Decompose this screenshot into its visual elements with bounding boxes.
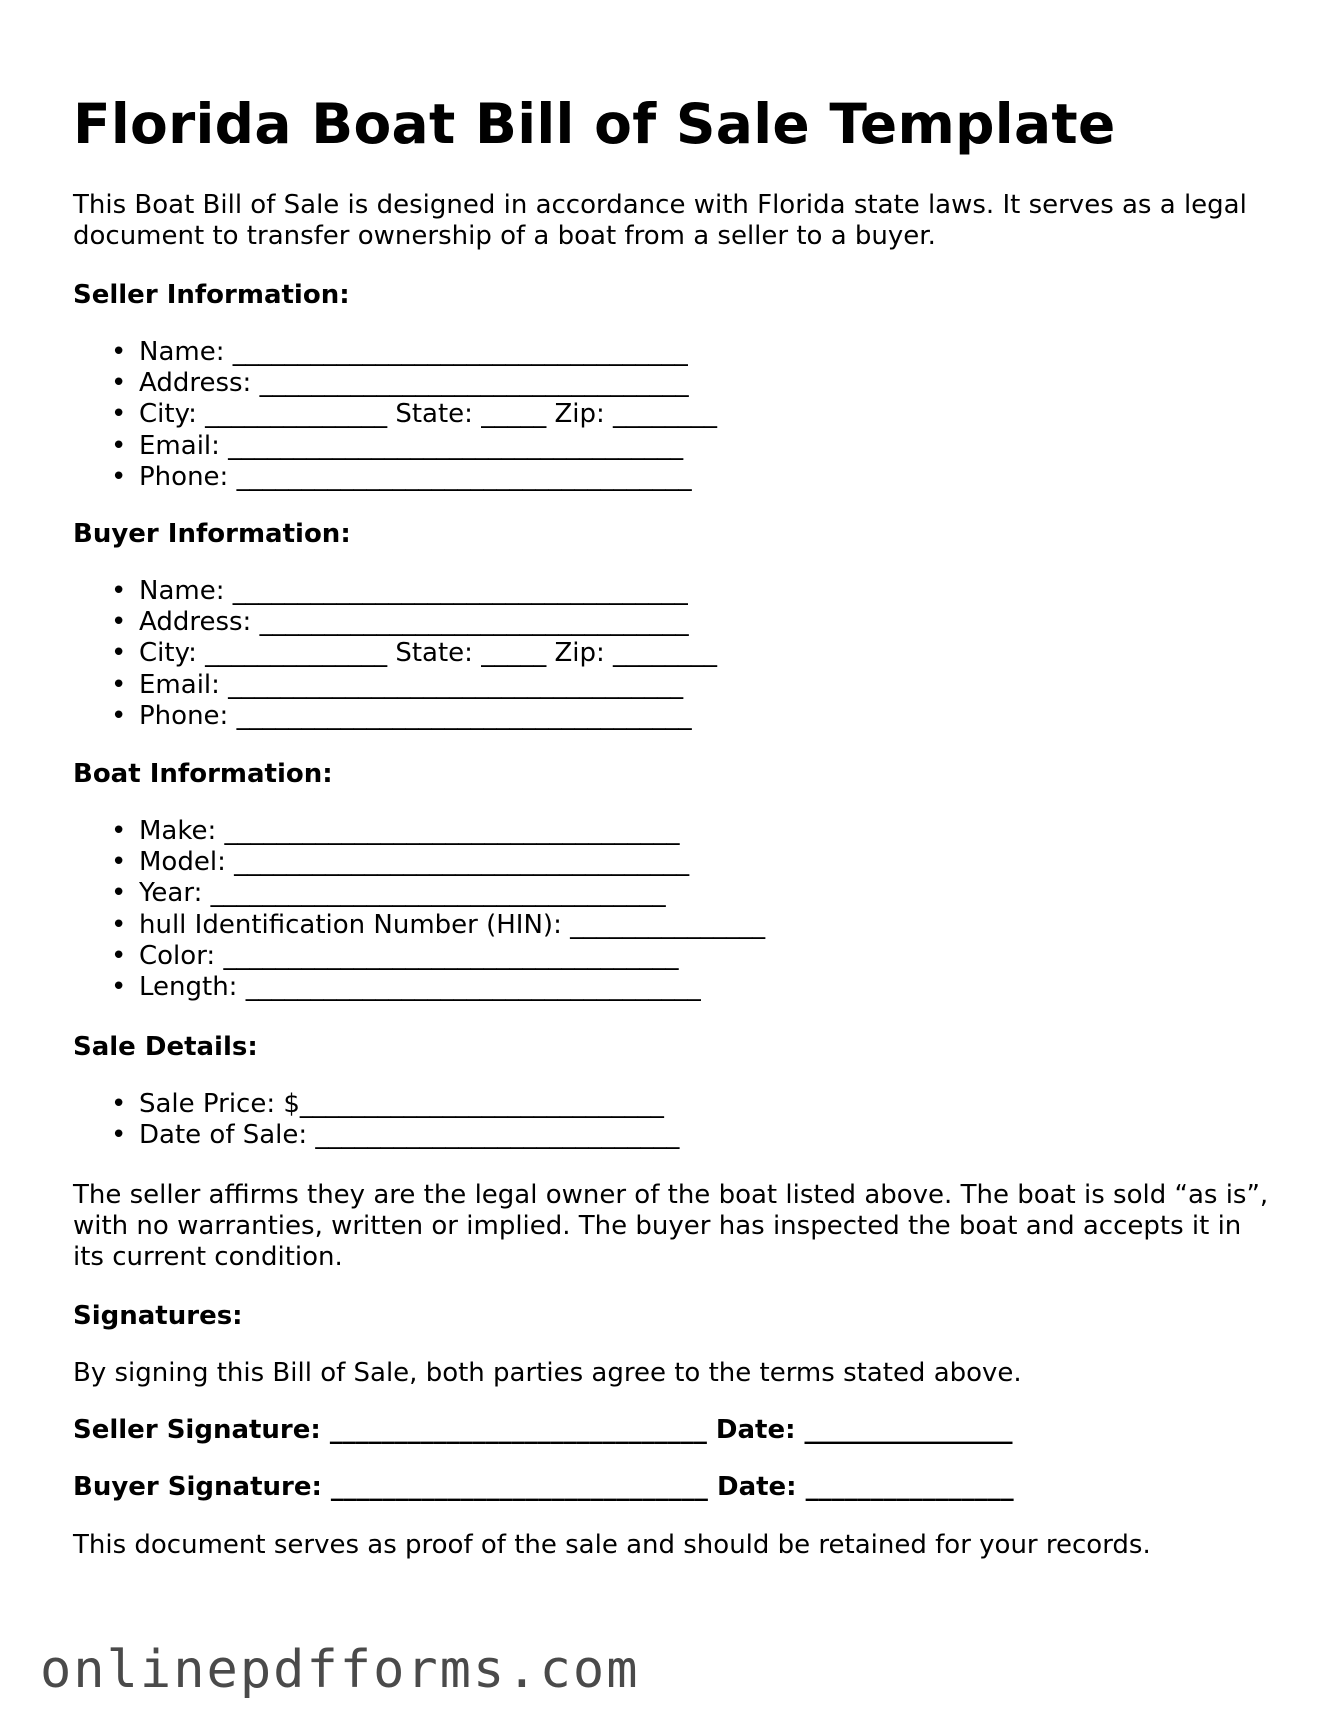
agreement-text: By signing this Bill of Sale, both parties agree to the terms stated above.	[73, 1358, 1022, 1388]
sale-date-field[interactable]: • Date of Sale: ____________________________	[73, 1120, 679, 1151]
boat-make-field[interactable]: • Make: ___________________________________	[73, 816, 765, 847]
boat-model-field[interactable]: • Model: ___________________________________	[73, 847, 765, 878]
buyer-email-field[interactable]: • Email: ___________________________________	[73, 670, 717, 701]
boat-fields-list	[73, 816, 765, 1003]
buyer-address-field[interactable]: • Address: _________________________________	[73, 607, 717, 638]
intro-paragraph: This Boat Bill of Sale is designed in accordance with Florida state laws. It serves as a legal document to transfer ownership of a boat from a seller to a buyer.	[73, 190, 1247, 251]
page-title: Florida Boat Bill of Sale Template	[73, 92, 1116, 156]
sale-fields-list	[73, 1089, 679, 1151]
buyer-phone-field[interactable]: • Phone: ___________________________________	[73, 701, 717, 732]
watermark: onlinepdfforms.com	[40, 1640, 640, 1700]
buyer-city-state-zip-field[interactable]: • City: ______________ State: _____ Zip: ________	[73, 638, 717, 669]
buyer-signature-line[interactable]: Buyer Signature: _____________________________ Date: ________________	[73, 1472, 1014, 1502]
seller-city-state-zip-field[interactable]: • City: ______________ State: _____ Zip: ________	[73, 399, 717, 430]
sale-details-heading: Sale Details:	[73, 1032, 258, 1062]
boat-hin-field[interactable]: • hull Identification Number (HIN): _______________	[73, 910, 765, 941]
seller-address-field[interactable]: • Address: _________________________________	[73, 368, 717, 399]
sale-price-field[interactable]: • Sale Price: $____________________________	[73, 1089, 679, 1120]
seller-info-heading: Seller Information:	[73, 280, 350, 310]
closing-text: This document serves as proof of the sale and should be retained for your records.	[73, 1530, 1151, 1560]
boat-color-field[interactable]: • Color: ___________________________________	[73, 941, 765, 972]
seller-fields-list	[73, 337, 717, 493]
seller-signature-line[interactable]: Seller Signature: _____________________________ Date: ________________	[73, 1415, 1013, 1445]
buyer-fields-list	[73, 576, 717, 732]
seller-email-field[interactable]: • Email: ___________________________________	[73, 431, 717, 462]
seller-name-field[interactable]: • Name: ___________________________________	[73, 337, 717, 368]
seller-phone-field[interactable]: • Phone: ___________________________________	[73, 462, 717, 493]
boat-length-field[interactable]: • Length: ___________________________________	[73, 972, 765, 1003]
signatures-heading: Signatures:	[73, 1301, 243, 1331]
boat-info-heading: Boat Information:	[73, 759, 333, 789]
boat-year-field[interactable]: • Year: ___________________________________	[73, 878, 765, 909]
buyer-info-heading: Buyer Information:	[73, 519, 351, 549]
buyer-name-field[interactable]: • Name: ___________________________________	[73, 576, 717, 607]
affirmation-paragraph: The seller affirms they are the legal owner of the boat listed above. The boat is sold “as is”, with no warranties, written or implied. The buyer has inspected the boat and accepts it in its current condition.	[73, 1180, 1269, 1272]
